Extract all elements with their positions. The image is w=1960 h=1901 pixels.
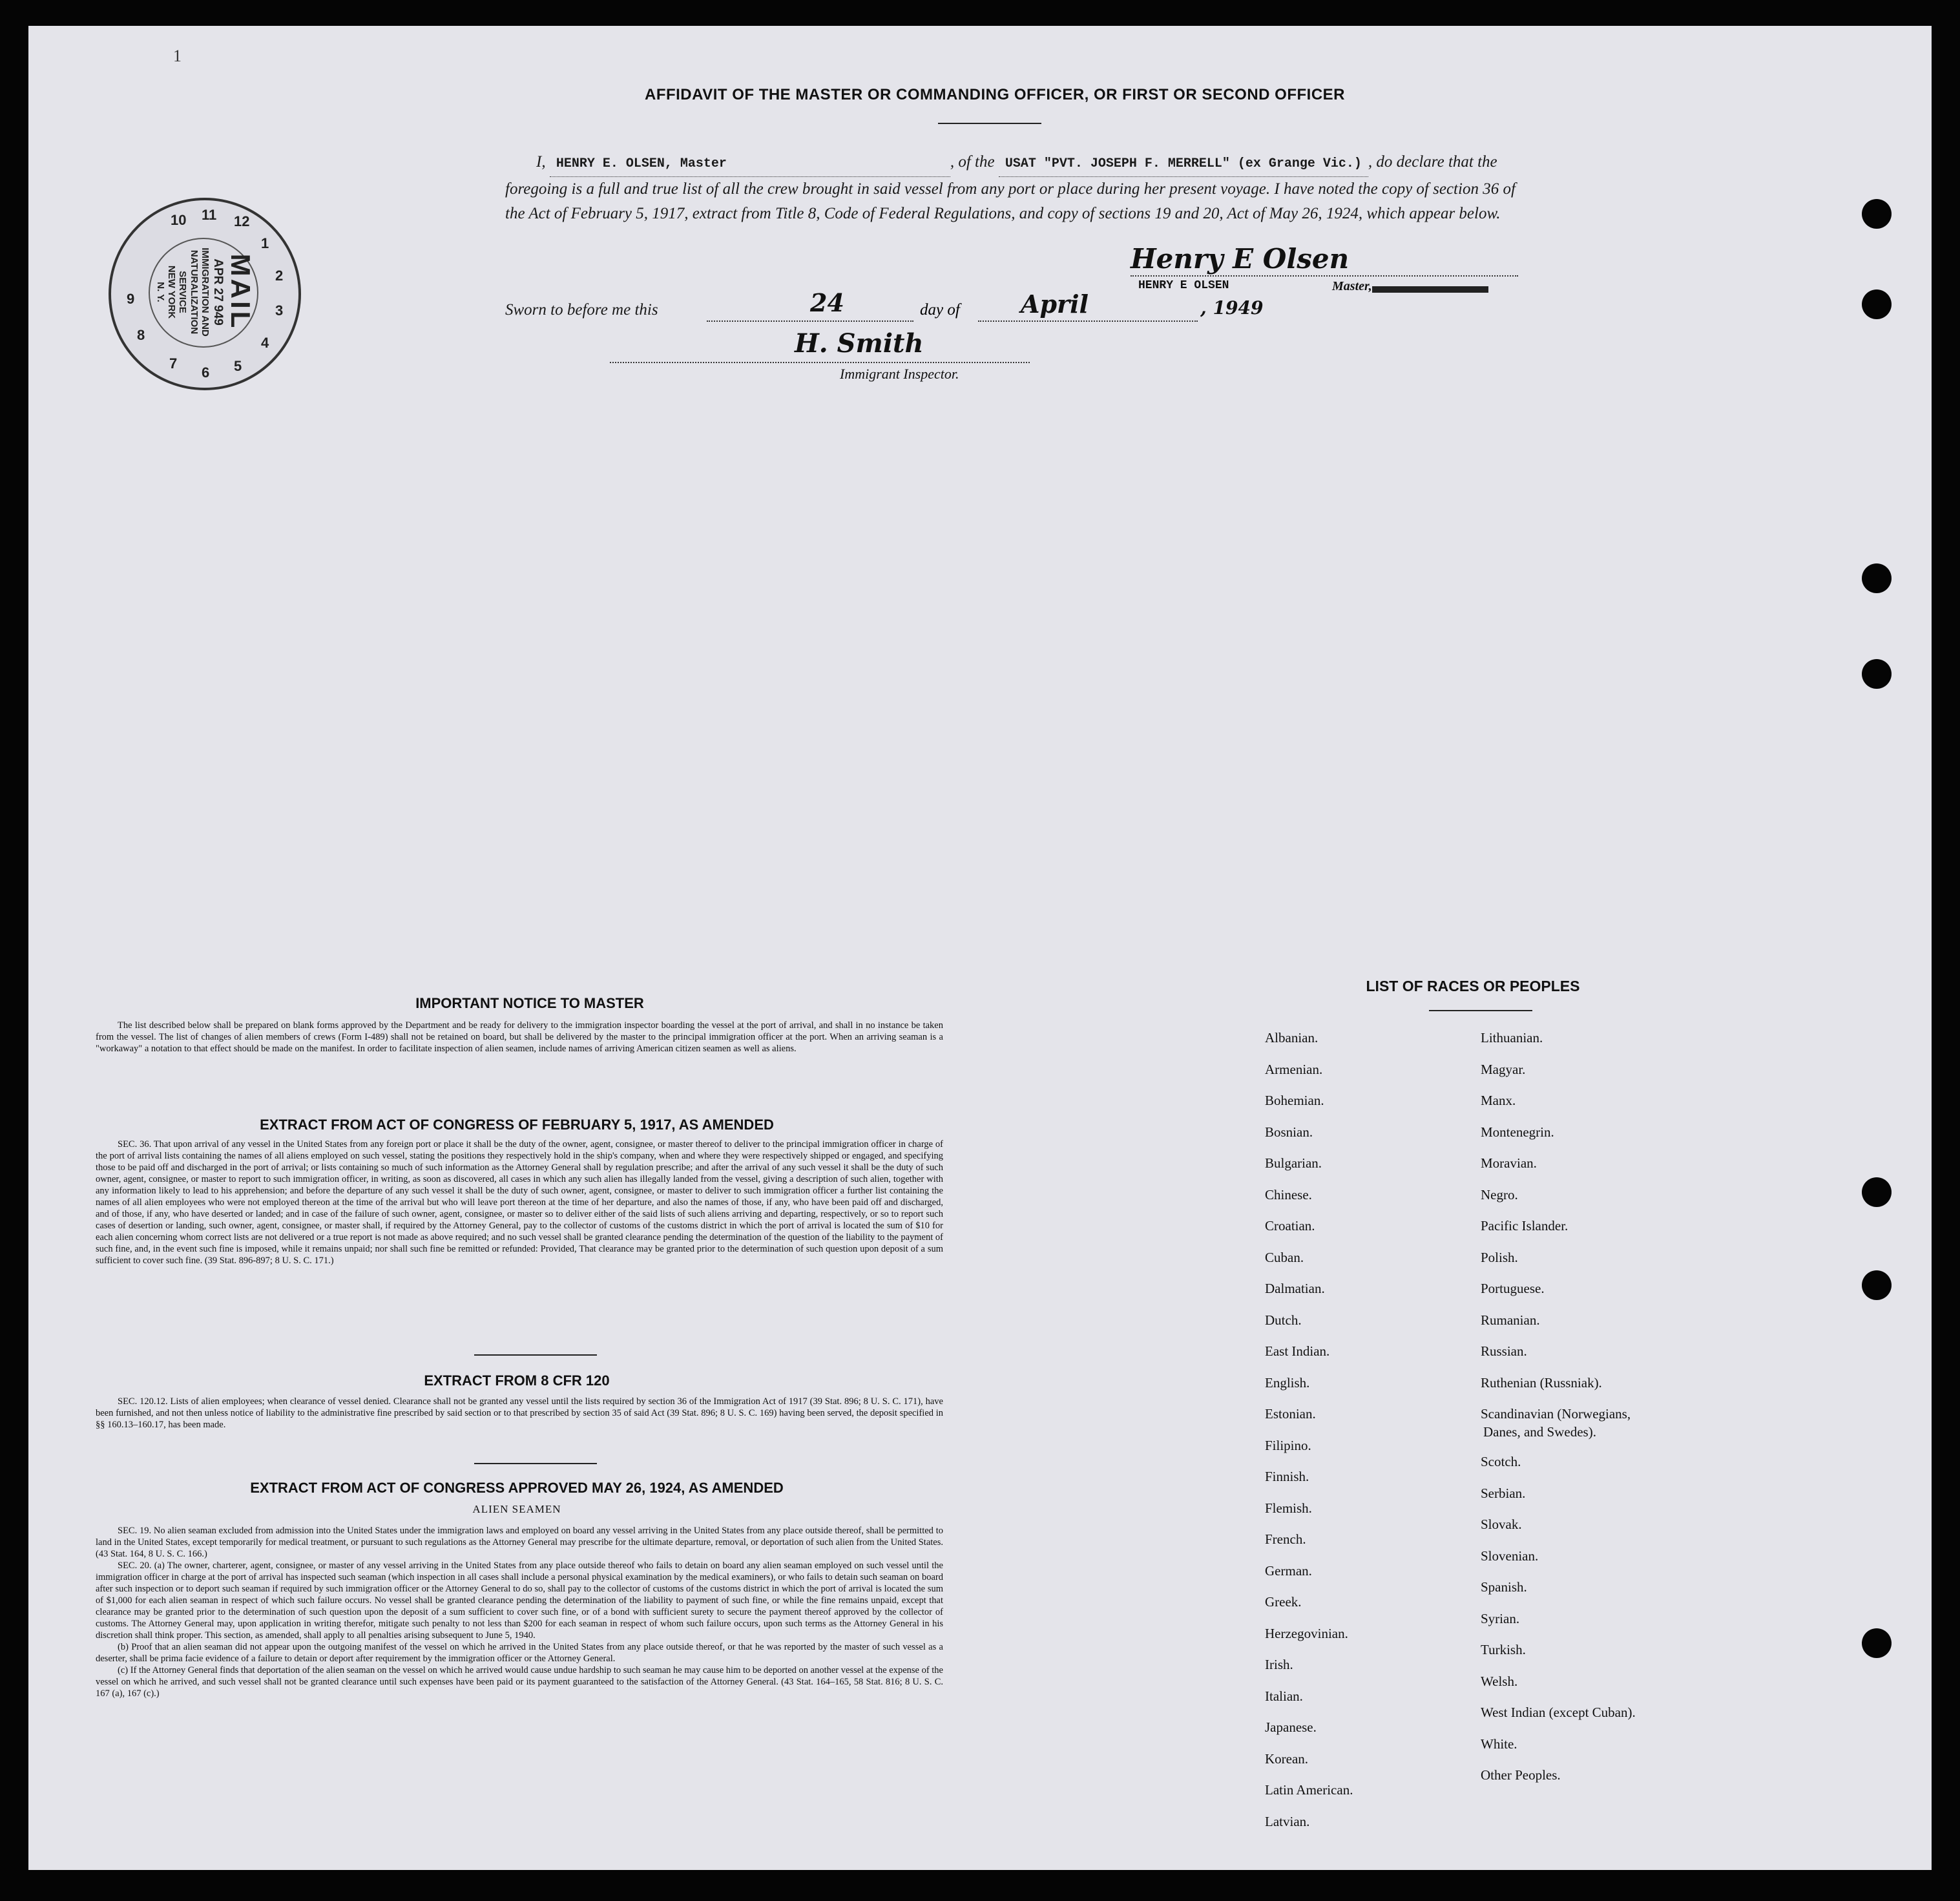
stamp-line1: IMMIGRATION AND xyxy=(199,247,211,337)
struck-out-text xyxy=(1372,286,1488,293)
stamp-clock-12: 12 xyxy=(234,213,250,229)
stamp-clock-1: 1 xyxy=(261,235,269,251)
stamp-line5: N. Y. xyxy=(154,282,166,302)
race-item: Other Peoples. xyxy=(1481,1767,1561,1783)
race-item: Welsh. xyxy=(1481,1673,1518,1689)
sworn-year: , 1949 xyxy=(1200,297,1264,319)
race-item: Montenegrin. xyxy=(1481,1124,1554,1140)
race-item: East Indian. xyxy=(1265,1343,1330,1359)
stamp-clock-6: 6 xyxy=(202,364,210,381)
race-item: Finnish. xyxy=(1265,1469,1309,1484)
race-item: Turkish. xyxy=(1481,1642,1526,1657)
stamp-clock-9: 9 xyxy=(127,291,135,307)
binder-hole-6 xyxy=(1862,1270,1892,1300)
race-item: Danes, and Swedes). xyxy=(1483,1424,1596,1440)
race-item: Dalmatian. xyxy=(1265,1281,1325,1296)
stamp-mail: MAIL xyxy=(225,253,256,331)
race-item: French. xyxy=(1265,1531,1306,1547)
binder-hole-4 xyxy=(1862,659,1892,689)
race-item: Portuguese. xyxy=(1481,1281,1545,1296)
race-item: Spanish. xyxy=(1481,1579,1527,1595)
inspector-signature: H. Smith xyxy=(795,328,924,359)
race-item: Dutch. xyxy=(1265,1312,1302,1328)
master-signature: Henry E Olsen xyxy=(1131,243,1350,275)
day-line xyxy=(707,320,913,322)
stamp-date: APR 27 949 xyxy=(211,258,225,326)
race-item: Japanese. xyxy=(1265,1719,1317,1735)
declaration-part3: , do declare xyxy=(1368,153,1444,171)
race-item: Magyar. xyxy=(1481,1061,1526,1077)
declaration-part1: I, xyxy=(536,153,546,171)
race-item: Slovenian. xyxy=(1481,1548,1539,1564)
race-item: Slovak. xyxy=(1481,1517,1522,1532)
race-item: Flemish. xyxy=(1265,1500,1312,1516)
stamp-clock-2: 2 xyxy=(275,268,284,284)
race-item: Scandinavian (Norwegians, xyxy=(1481,1406,1631,1422)
race-item: Cuban. xyxy=(1265,1249,1304,1265)
stamp-clock-4: 4 xyxy=(261,335,269,351)
race-item: Syrian. xyxy=(1481,1610,1520,1626)
stamp-line2: NATURALIZATION xyxy=(188,249,200,335)
sworn-month: April xyxy=(1021,289,1089,319)
race-item: Bosnian. xyxy=(1265,1124,1313,1140)
race-item: White. xyxy=(1481,1736,1517,1752)
binder-hole-2 xyxy=(1862,289,1892,319)
immigration-mail-stamp xyxy=(109,198,301,390)
extract-cfr-body xyxy=(96,1396,943,1431)
race-item: Negro. xyxy=(1481,1186,1518,1203)
race-item: Estonian. xyxy=(1265,1406,1316,1422)
sec19-paragraph: SEC. 19. No alien seaman excluded from admission into the United States under the immigration laws and employed on board any vessel arriving in the United States from any place outside thereof, shall be permitted to land in the United States, except temporarily for medical treatment, or pursuant to such regulations as the Attorney General may prescribe for the ultimate departure, removal, or deportation of such alien from the United States. (43 Stat. 164, 8 U. S. C. 166.) xyxy=(96,1526,943,1559)
race-item: Lithuanian. xyxy=(1481,1030,1543,1045)
stamp-clock-7: 7 xyxy=(169,355,178,372)
extract-1917-heading: EXTRACT FROM ACT OF CONGRESS OF FEBRUARY 5, 1917, AS AMENDED xyxy=(260,1117,774,1133)
binder-hole-7 xyxy=(1862,1628,1892,1658)
month-line xyxy=(978,320,1198,322)
race-item: Scotch. xyxy=(1481,1454,1521,1469)
race-item: Moravian. xyxy=(1481,1155,1537,1171)
stamp-line3: SERVICE xyxy=(177,271,189,313)
declaration-body: that the foregoing is a full and true list of all the crew brought in said vessel from any port or place during her present voyage. I have noted the copy of section 36 of the Act of February 5, 1917, extract from Title 8, Code of Federal Regulations, and copy of sections 19 and 20, Act of May 26, 1924, which appear below. xyxy=(505,153,1516,222)
binder-hole-3 xyxy=(1862,563,1892,593)
vessel-name-field: USAT "PVT. JOSEPH F. MERRELL" (ex Grange Vic.) xyxy=(999,152,1368,177)
race-item: Latvian. xyxy=(1265,1813,1310,1829)
extract-1924-heading: EXTRACT FROM ACT OF CONGRESS APPROVED MAY 26, 1924, AS AMENDED xyxy=(250,1480,784,1496)
stamp-clock-5: 5 xyxy=(234,358,242,374)
race-item: Irish. xyxy=(1265,1657,1293,1672)
race-item: Armenian. xyxy=(1265,1061,1323,1077)
stamp-clock-10: 10 xyxy=(171,212,187,228)
stamp-line4: NEW YORK xyxy=(166,265,178,319)
race-item: Bohemian. xyxy=(1265,1093,1324,1108)
race-item: Manx. xyxy=(1481,1093,1516,1108)
master-typed-name: HENRY E OLSEN xyxy=(1138,279,1229,292)
sec36-paragraph: SEC. 36. That upon arrival of any vessel in the United States from any foreign port or place it shall be the duty of the owner, agent, consignee, or master thereof to deliver to the principal immigration officer in charge of the port of arrival lists containing the names of all aliens employed on such vessel, stating the positions they respectively hold in the ship's company, when and where they were respectively shipped or engaged, and specifying those to be paid off and discharged in the port of arrival; or lists containing so much of such information as the Attorney General shall by regulation prescribe; and after the arrival of any such vessel it shall be the duty of such owner, agent, consignee, or master to report to such immigration officer, in writing, as soon as discovered, all cases in which any such alien has illegally landed from the vessel, giving a description of such alien, together with any information likely to lead to his apprehension; and before the departure of any such vessel it shall be the duty of such owner, agent, consignee, or master to deliver to such immigration officer a further list containing the names of all alien employees who were not employed thereon at the time of the arrival but who will leave port thereon at the time of her departure, and also the names of those, if any, who have been paid off and discharged, and of those, if any, who have deserted or landed; and in case of the failure of such owner, agent, consignee, or master so to deliver either of the said lists of such aliens arriving and departing, respectively, or so to report such cases of desertion or landing, such owner, agent, consignee, or master shall, if required by the Attorney General, pay to the collector of customs of the customs district in which the port of arrival is located the sum of $10 for each alien concerning whom correct lists are not delivered or a true report is not made as above required; and no such vessel shall be granted clearance pending the determination of the question of the liability to the payment of such fine, and, in the event such fine is imposed, while it remains unpaid; nor shall such fine be remitted or refunded: Provided, That clearance may be granted prior to the determination of such question upon deposit of a sum sufficient to cover such fine. (39 Stat. 896-897; 8 U. S. C. 171.) xyxy=(96,1139,943,1266)
race-item: West Indian (except Cuban). xyxy=(1481,1705,1636,1720)
race-item: Italian. xyxy=(1265,1688,1303,1704)
race-item: Chinese. xyxy=(1265,1186,1312,1203)
inspector-line xyxy=(610,362,1030,363)
sec20c-paragraph: (c) If the Attorney General finds that deportation of the alien seaman on the vessel on which he arrived would cause undue hardship to such seaman he may cause him to be deported on another vessel at the expense of the vessel on which he arrived, and such vessel shall not be granted clearance until such expenses have been paid or its payment guaranteed to the satisfaction of the Attorney General. (43 Stat. 164–165, 58 Stat. 816; 8 U. S. C. 167 (a), 167 (c).) xyxy=(96,1665,943,1699)
binder-hole-5 xyxy=(1862,1177,1892,1207)
race-item: Albanian. xyxy=(1265,1030,1319,1045)
extract-cfr-heading: EXTRACT FROM 8 CFR 120 xyxy=(424,1372,610,1389)
affidavit-title: AFFIDAVIT OF THE MASTER OR COMMANDING OFFICER, OR FIRST OR SECOND OFFICER xyxy=(644,86,1346,103)
race-item: Croatian. xyxy=(1265,1218,1315,1234)
races-heading: LIST OF RACES OR PEOPLES xyxy=(1366,978,1580,994)
race-item: Russian. xyxy=(1481,1343,1527,1359)
master-name-field: HENRY E. OLSEN, Master xyxy=(550,152,950,177)
section-rule-2 xyxy=(474,1463,597,1464)
race-item: Serbian. xyxy=(1481,1485,1526,1501)
notice-heading: IMPORTANT NOTICE TO MASTER xyxy=(415,995,644,1011)
race-item: Greek. xyxy=(1265,1594,1302,1610)
stamp-clock-8: 8 xyxy=(137,327,145,343)
sec20b-paragraph: (b) Proof that an alien seaman did not appear upon the outgoing manifest of the vessel on which he arrived in the United States from any place outside thereof, or that he was reported by the master of such vessel as a deserter, shall be prima facie evidence of a failure to detain or deport after requirement by the immigration officer or the Attorney General. xyxy=(96,1642,943,1664)
alien-seamen-subtitle: ALIEN SEAMEN xyxy=(472,1503,561,1515)
corner-page-mark: 1 xyxy=(173,47,182,65)
extract-1917-body xyxy=(96,1139,943,1266)
sec20a-paragraph: SEC. 20. (a) The owner, charterer, agent, consignee, or master of any vessel arriving in the United States from any place outside thereof who fails to detain on board any alien seaman employed on such vessel until the immigration officer in charge at the port of arrival has inspected such seaman (which inspection in all cases shall include a personal physical examination by the medical examiners), or who fails to detain such seaman on board after such inspection or to deport such seaman if required by such immigration officer or the Attorney General to do so, shall pay to the collector of customs of the customs district in which the port of arrival is located the sum of $1,000 for each alien seaman in respect of which such failure occurs. No vessel shall be granted clearance pending the determination of the liability to payment of such fine, or while the fine remains unpaid, except that clearance may be granted prior to the determination of such question upon the deposit of a sum sufficient to cover such fine, or of a bond with sufficient surety to secure the payment thereof approved by the collector of customs. The Attorney General may, upon application in writing therefor, mitigate such penalty to not less than $200 for each seaman in respect of whom such failure occurs, upon such terms as the Attorney General in his discretion shall think proper. This section, as amended, shall apply to all penalties arising subsequent to June 5, 1940. xyxy=(96,1560,943,1641)
race-item: Polish. xyxy=(1481,1249,1518,1265)
notice-paragraph: The list described below shall be prepared on blank forms approved by the Department and be ready for delivery to the immigration inspector boarding the vessel at the port of arrival, and shall in no instance be taken from the vessel. The list of changes of alien members of crews (Form I-489) shall not be retained on board, but shall be delivered by the master to the principal immigration officer at the port. When an arriving seaman is a "workaway" a notation to that effect should be made on the manifest. In order to facilitate inspection of alien seamen, include names of arriving American citizen seamen as well as aliens. xyxy=(96,1020,943,1054)
race-item: Pacific Islander. xyxy=(1481,1218,1569,1234)
sec120-paragraph: SEC. 120.12. Lists of alien employees; when clearance of vessel denied. Clearance shall not be granted any vessel until the lists required by section 36 of the Immigration Act of 1917 (39 Stat. 896; 8 U. S. C. 171), have been furnished, and not then unless notice of liability to the administrative fine prescribed by said section or to that prescribed by section 35 of said Act (39 Stat. 896; 8 U. S. C. 169) having been served, the deposit specified in §§ 160.13–160.17, has been made. xyxy=(96,1396,943,1430)
sworn-text: Sworn to before me this xyxy=(505,301,658,319)
sworn-day: 24 xyxy=(810,288,844,317)
race-item: Herzegovinian. xyxy=(1265,1625,1348,1641)
declaration-part2: , of the xyxy=(950,153,995,171)
race-item: German. xyxy=(1265,1562,1312,1579)
stamp-clock-3: 3 xyxy=(275,302,284,319)
title-rule xyxy=(938,123,1041,124)
notice-body xyxy=(96,1020,943,1055)
declaration-paragraph xyxy=(505,150,1526,226)
section-rule-1 xyxy=(474,1354,597,1356)
race-item: Bulgarian. xyxy=(1265,1155,1322,1171)
extract-1924-body xyxy=(96,1525,943,1699)
race-item: Filipino. xyxy=(1265,1437,1311,1453)
master-label: Master, xyxy=(1332,279,1372,293)
day-of-label: day of xyxy=(920,301,960,319)
race-item: Latin American. xyxy=(1265,1782,1353,1798)
stamp-clock-11: 11 xyxy=(202,207,217,223)
race-item: Korean. xyxy=(1265,1750,1309,1767)
binder-hole-1 xyxy=(1862,199,1892,229)
signature-line xyxy=(1131,275,1518,277)
inspector-label: Immigrant Inspector. xyxy=(840,366,959,382)
race-item: English. xyxy=(1265,1374,1310,1391)
race-item: Ruthenian (Russniak). xyxy=(1481,1374,1602,1391)
races-rule xyxy=(1429,1010,1532,1011)
stamp-text-block xyxy=(155,234,256,350)
race-item: Rumanian. xyxy=(1481,1312,1540,1328)
